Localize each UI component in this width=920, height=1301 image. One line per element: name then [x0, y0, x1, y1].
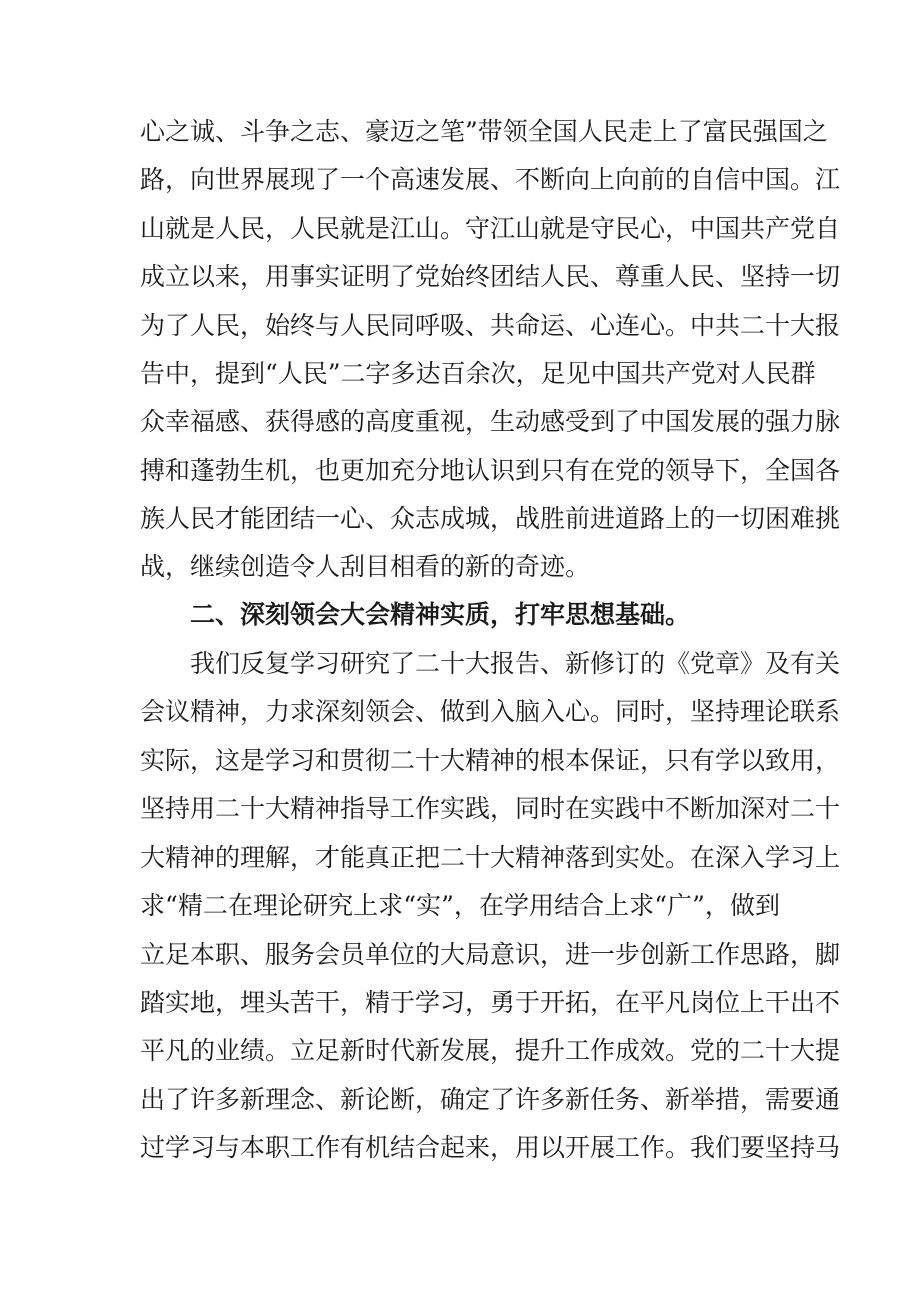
paragraph-2-line-3: 实际，这是学习和贯彻二十大精神的根本保证，只有学以致用，: [140, 746, 841, 775]
paragraph-2-line-6: 求“精二在理论研究上求“实”，在学用结合上求“广”，做到: [140, 891, 780, 920]
paragraph-1-line-3: 山就是人民，人民就是江山。守江山就是守民心，中国共产党自: [140, 214, 841, 243]
paragraph-2-line-1: 我们反复学习研究了二十大报告、新修订的《党章》及有关: [190, 649, 841, 678]
paragraph-2-line-8: 踏实地，埋头苦干，精于学习，勇于开拓，在平凡岗位上干出不: [140, 988, 841, 1017]
paragraph-1-line-9: 族人民才能团结一心、众志成城，战胜前进道路上的一切困难挑: [140, 504, 841, 533]
paragraph-2-line-10: 出了许多新理念、新论断，确定了许多新任务、新举措，需要通: [140, 1085, 841, 1114]
paragraph-1-line-10: 战，继续创造令人刮目相看的新的奇迹。: [140, 552, 591, 581]
paragraph-1-line-6: 告中，提到“人民”二字多达百余次，足见中国共产党对人民群: [140, 359, 816, 388]
paragraph-2-line-4: 坚持用二十大精神指导工作实践，同时在实践中不断加深对二十: [140, 794, 841, 823]
paragraph-1-line-5: 为了人民，始终与人民同呼吸、共命运、心连心。中共二十大报: [140, 311, 841, 340]
paragraph-1-line-1: 心之诚、斗争之志、豪迈之笔”带领全国人民走上了富民强国之: [140, 117, 828, 146]
paragraph-2-line-5: 大精神的理解，才能真正把二十大精神落到实处。在深入学习上: [140, 843, 841, 872]
paragraph-2-line-2: 会议精神，力求深刻领会、做到入脑入心。同时，坚持理论联系: [140, 697, 841, 726]
paragraph-1-line-7: 众幸福感、获得感的高度重视，生动感受到了中国发展的强力脉: [140, 407, 841, 436]
paragraph-2-line-9: 平凡的业绩。立足新时代新发展，提升工作成效。党的二十大提: [140, 1036, 841, 1065]
paragraph-2-line-7: 立足本职、服务会员单位的大局意识，进一步创新工作思路，脚: [140, 940, 841, 969]
paragraph-2-line-11: 过学习与本职工作有机结合起来，用以开展工作。我们要坚持马: [140, 1133, 841, 1162]
paragraph-1-line-4: 成立以来，用事实证明了党始终团结人民、尊重人民、坚持一切: [140, 262, 841, 291]
section-heading-2: 二、深刻领会大会精神实质，打牢思想基础。: [190, 600, 691, 629]
paragraph-1-line-8: 搏和蓬勃生机，也更加充分地认识到只有在党的领导下，全国各: [140, 456, 841, 485]
paragraph-1-line-2: 路，向世界展现了一个高速发展、不断向上向前的自信中国。江: [140, 165, 841, 194]
